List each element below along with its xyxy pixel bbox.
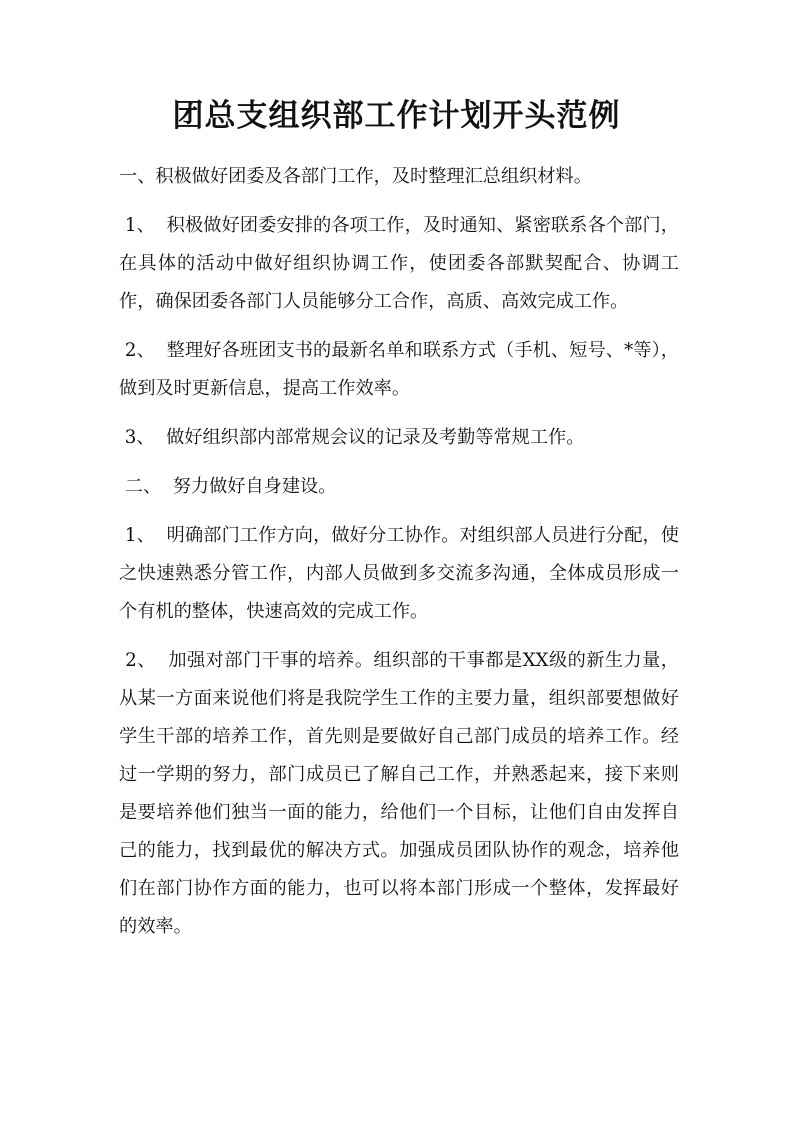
- section-heading-text: 一、积极做好团委及各部门工作，及时整理汇总组织材料。: [119, 166, 592, 187]
- page-title: 团总支组织部工作计划开头范例: [172, 98, 621, 134]
- item-number: 3、: [119, 427, 167, 448]
- paragraph-item: [119, 517, 679, 631]
- paragraph-text: 做好组织部内部常规会议的记录及考勤等常规工作。: [166, 427, 585, 448]
- paragraph-item: [119, 642, 679, 946]
- paragraph-text: 加强对部门干事的培养。组织部的干事都是XX级的新生力量，从某一方面来说他们将是我院学生工作的主要力量，组织部要想做好学生干部的培养工作，首先则是要做好自己部门成员的培养工作。经过一学期的努力，部门成员已了解自己工作，并熟悉起来，接下来则是要培养他们独当一面的能力，给他们一个目标，让他们自由发挥自己的能力，找到最优的解决方式。加强成员团队协作的观念，培养他们在部门协作方面的能力，也可以将本部门形成一个整体，发挥最好的效率。: [119, 650, 679, 937]
- paragraph-text: 积极做好团委安排的各项工作，及时通知、紧密联系各个部门，在具体的活动中做好组织协调工作，使团委各部默契配合、协调工作，确保团委各部门人员能够分工合作，高质、高效完成工作。: [119, 215, 679, 312]
- item-number: 2、: [119, 650, 169, 671]
- paragraph-item: [119, 332, 679, 408]
- document-body: [119, 158, 679, 957]
- section-heading-2: [119, 468, 679, 506]
- item-number: 2、: [119, 340, 167, 361]
- paragraph-item: [119, 419, 679, 457]
- paragraph-text: 明确部门工作方向，做好分工协作。对组织部人员进行分配，使之快速熟悉分管工作，内部人员做到多交流多沟通，全体成员形成一个有机的整体，快速高效的完成工作。: [119, 525, 679, 622]
- paragraph-item: [119, 207, 679, 321]
- paragraph-text: 整理好各班团支书的最新名单和联系方式（手机、短号、*等），做到及时更新信息，提高工作效率。: [119, 340, 679, 399]
- section-heading-text: 努力做好自身建设。: [172, 476, 337, 497]
- item-number: 1、: [119, 525, 167, 546]
- item-number: 1、: [119, 215, 167, 236]
- section-heading-1: [119, 158, 679, 196]
- section-number: 二、: [119, 476, 173, 497]
